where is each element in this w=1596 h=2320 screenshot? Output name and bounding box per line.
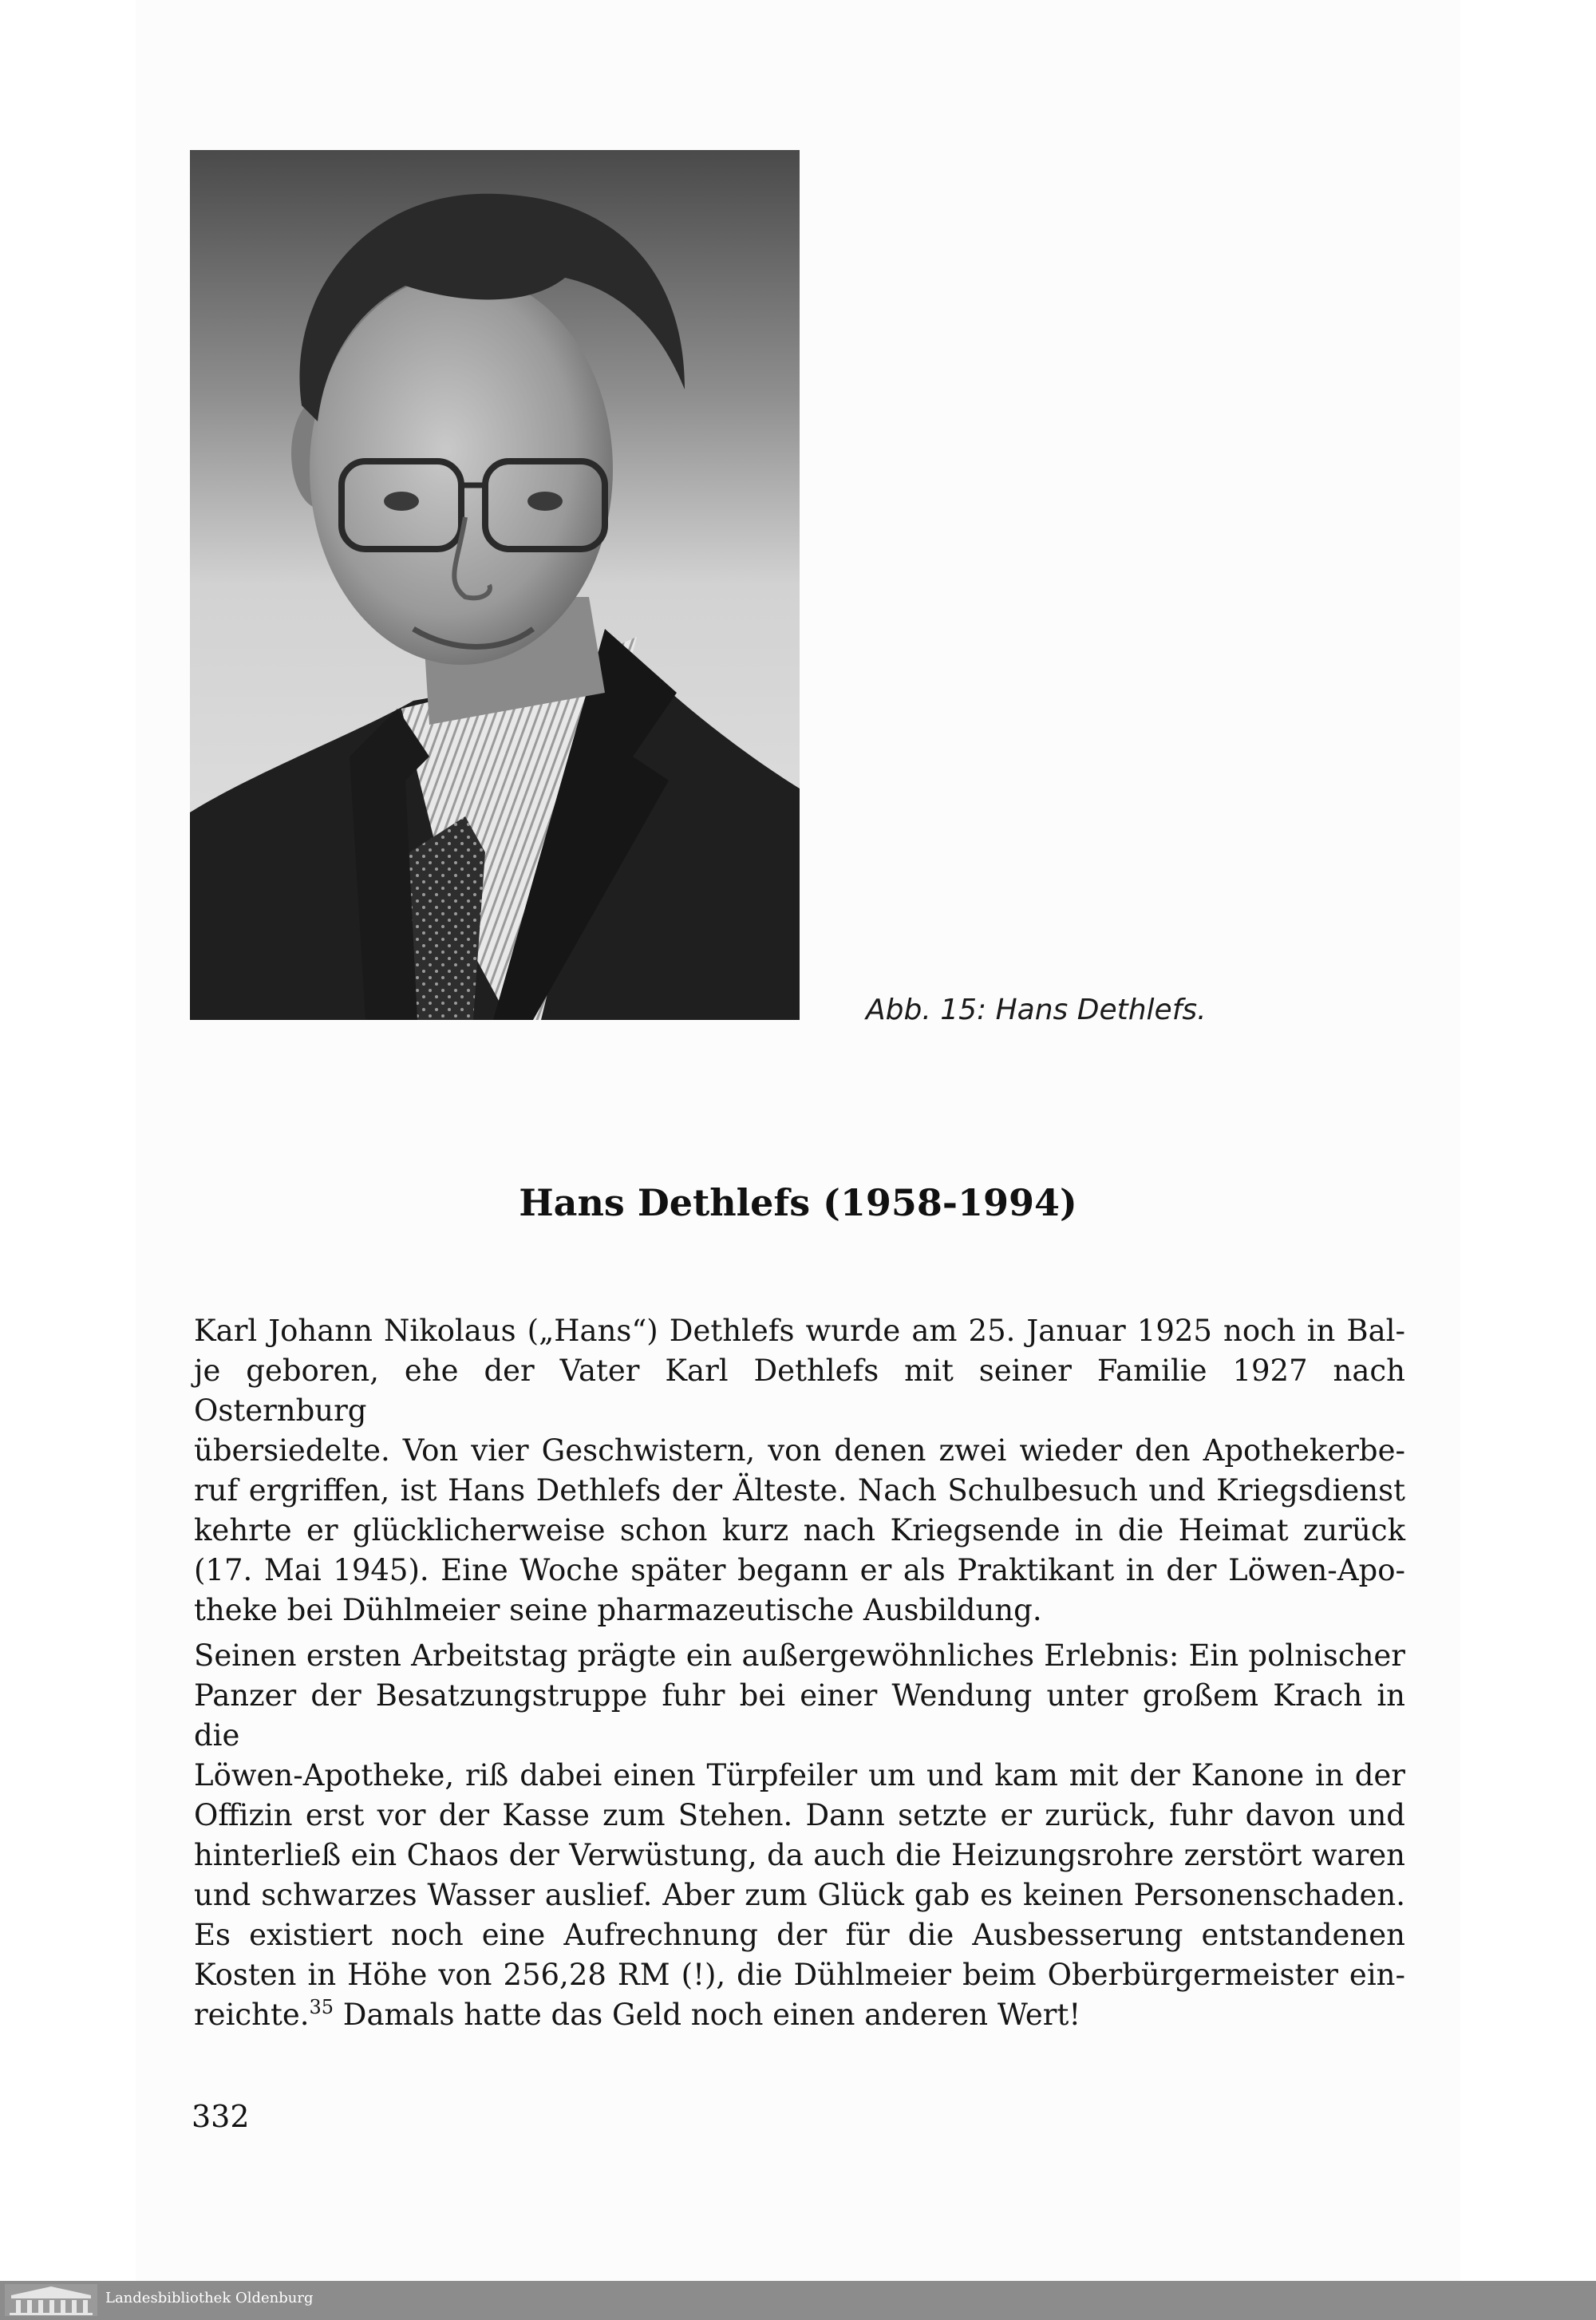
paragraph-line: kehrte er glücklicherweise schon kurz nach Kriegsende in die Heimat zurück [194, 1513, 1405, 1547]
figure-caption: Abb. 15: Hans Dethlefs. [866, 994, 1207, 1026]
footnote-reference[interactable]: 35 [309, 1996, 334, 2018]
section-heading: Hans Dethlefs (1958-1994) [519, 1181, 1077, 1224]
paragraph-line: Offizin erst vor der Kasse zum Stehen. Dann setzte er zurück, fuhr davon und [194, 1798, 1405, 1832]
paragraph-line: Panzer der Besatzungstruppe fuhr bei einer Wendung unter großem Krach in die [194, 1678, 1405, 1753]
paragraph-line: ruf ergriffen, ist Hans Dethlefs der Älteste. Nach Schulbesuch und Kriegsdienst [194, 1473, 1405, 1508]
paragraph-last-line [194, 1995, 1405, 2035]
paragraph-line: Es existiert noch eine Aufrechnung der für die Ausbesserung entstandenen [194, 1918, 1405, 1952]
paragraph-1 [194, 1311, 1405, 1630]
paragraph-2 [194, 1636, 1405, 2035]
paragraph-line: Seinen ersten Arbeitstag prägte ein außergewöhnliches Erlebnis: Ein polnischer [194, 1638, 1405, 1673]
paragraph-line: und schwarzes Wasser auslief. Aber zum Glück gab es keinen Personenschaden. [194, 1878, 1405, 1912]
portrait-illustration [190, 150, 800, 1020]
library-building-icon [5, 2284, 97, 2316]
paragraph-line: je geboren, ehe der Vater Karl Dethlefs mit seiner Familie 1927 nach Osternburg [194, 1354, 1405, 1428]
paragraph-line: hinterließ ein Chaos der Verwüstung, da auch die Heizungsrohre zerstört waren [194, 1838, 1405, 1872]
footer-library-name[interactable]: Landesbibliothek Oldenburg [105, 2290, 314, 2306]
page-number: 332 [192, 2099, 250, 2134]
paragraph-line: Kosten in Höhe von 256,28 RM (!), die Dühlmeier beim Oberbürgermeister ein- [194, 1958, 1405, 1992]
paragraph-line: (17. Mai 1945). Eine Woche später begann er als Praktikant in der Löwen-Apo- [194, 1553, 1405, 1587]
last-line-end: Damals hatte das Geld noch einen anderen Wert! [334, 1998, 1081, 2032]
paragraph-line: übersiedelte. Von vier Geschwistern, von denen zwei wieder den Apothekerbe- [194, 1433, 1405, 1468]
paragraph-line: Karl Johann Nikolaus („Hans“) Dethlefs wurde am 25. Januar 1925 noch in Bal- [194, 1314, 1405, 1348]
paragraph-line: theke bei Dühlmeier seine pharmazeutische Ausbildung. [194, 1593, 1042, 1627]
portrait-photo [190, 150, 800, 1020]
last-line-start: reichte. [194, 1998, 310, 2032]
paragraph-line: Löwen-Apotheke, riß dabei einen Türpfeiler um und kam mit der Kanone in der [194, 1758, 1405, 1792]
